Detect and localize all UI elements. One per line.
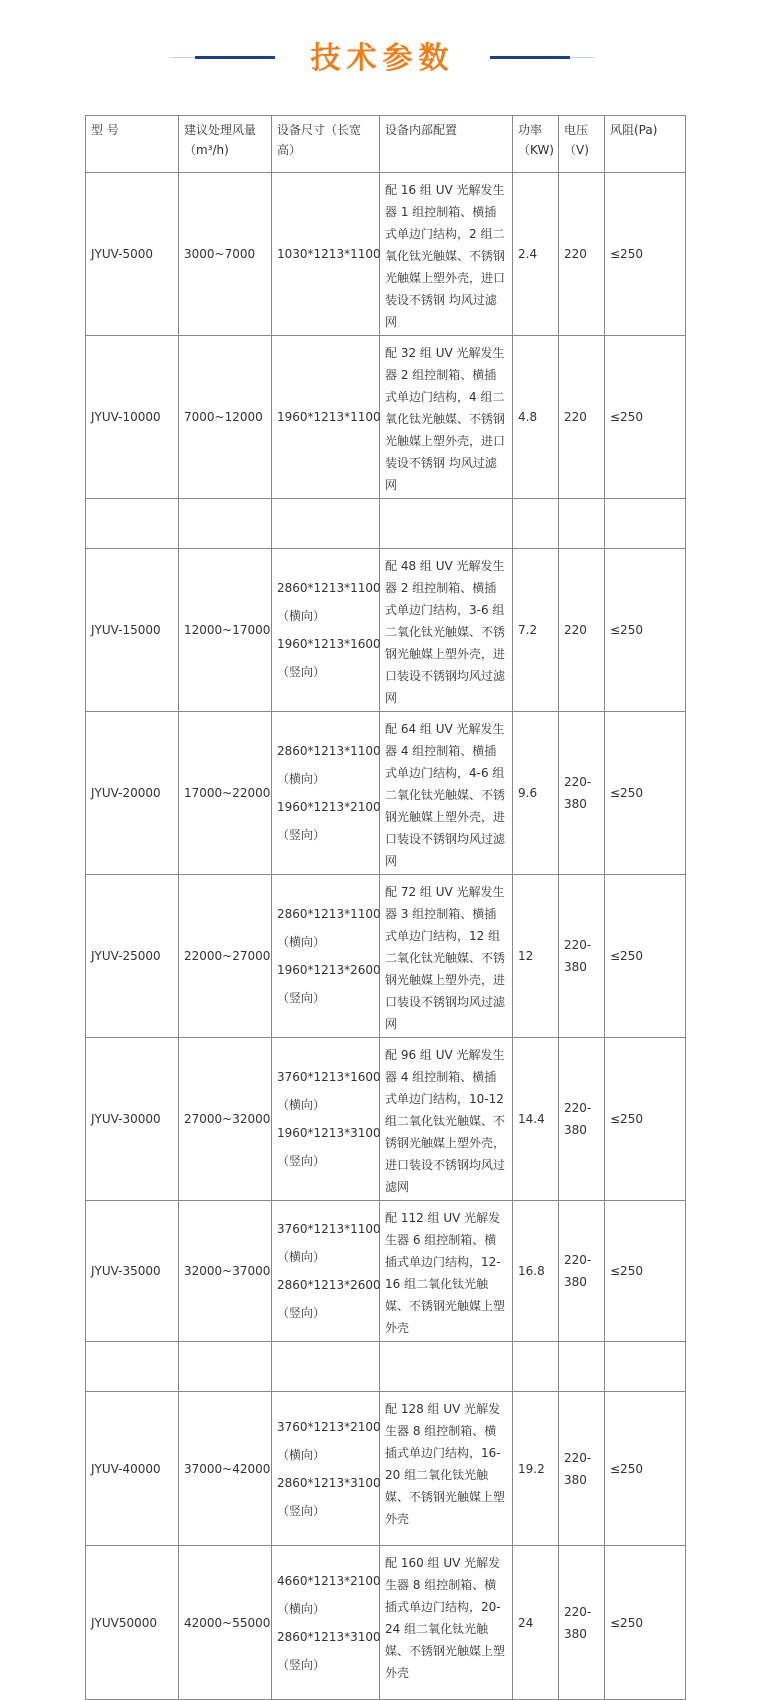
- table-row: [86, 1038, 686, 1201]
- cell-size: [272, 875, 380, 1038]
- spacer-cell: [86, 1342, 179, 1392]
- size-line: （横向）: [277, 1098, 326, 1112]
- cell-model: JYUV-20000: [86, 712, 179, 875]
- cell-model: JYUV-30000: [86, 1038, 179, 1201]
- cell-model: JYUV-35000: [86, 1201, 179, 1342]
- cell-size: [272, 336, 380, 499]
- cell-model: JYUV-15000: [86, 549, 179, 712]
- size-line: 2860*1213*1100: [277, 744, 381, 758]
- cell-airflow: 27000~32000: [179, 1038, 272, 1201]
- cell-model: JYUV-10000: [86, 336, 179, 499]
- cell-voltage: 220: [559, 549, 605, 712]
- table-row: [86, 1546, 686, 1700]
- size-line: 2860*1213*1100: [277, 907, 381, 921]
- cell-config: 配 16 组 UV 光解发生器 1 组控制箱、横插式单边门结构，2 组二氧化钛光触媒、不锈钢光触媒上塑外壳，进口装设不锈钢 均风过滤网: [380, 173, 513, 336]
- cell-airflow: 3000~7000: [179, 173, 272, 336]
- cell-power: 19.2: [513, 1392, 559, 1546]
- cell-resistance: ≤250: [605, 336, 686, 499]
- cell-power: 12: [513, 875, 559, 1038]
- spacer-cell: [513, 1342, 559, 1392]
- cell-power: 16.8: [513, 1201, 559, 1342]
- size-line: （竖向）: [277, 1503, 326, 1518]
- cell-voltage: 220-380: [559, 1546, 605, 1700]
- size-line: 1960*1213*1100: [277, 410, 381, 424]
- cell-size: [272, 1392, 380, 1546]
- size-line: 1960*1213*3100: [277, 1126, 381, 1140]
- table-row: [86, 712, 686, 875]
- cell-airflow: 17000~22000: [179, 712, 272, 875]
- cell-model: JYUV50000: [86, 1546, 179, 1700]
- cell-voltage: 220-380: [559, 1392, 605, 1546]
- size-line: 2860*1213*1100: [277, 581, 381, 595]
- size-line: （竖向）: [277, 1657, 326, 1672]
- table-row: [86, 336, 686, 499]
- spacer-cell: [605, 1342, 686, 1392]
- size-line: （竖向）: [277, 828, 326, 842]
- cell-resistance: ≤250: [605, 875, 686, 1038]
- cell-model: JYUV-25000: [86, 875, 179, 1038]
- spacer-cell: [179, 499, 272, 549]
- header-airflow: 建议处理风量（m³/h): [179, 116, 272, 173]
- cell-power: 9.6: [513, 712, 559, 875]
- cell-resistance: ≤250: [605, 173, 686, 336]
- cell-model: JYUV-5000: [86, 173, 179, 336]
- cell-airflow: 32000~37000: [179, 1201, 272, 1342]
- cell-size: [272, 173, 380, 336]
- table-row: [86, 173, 686, 336]
- table-body: [86, 173, 686, 1700]
- table-spacer-row: [86, 1342, 686, 1392]
- cell-config: 配 112 组 UV 光解发生器 6 组控制箱、横插式单边门结构，12-16 组二氧化钛光触媒、不锈钢光触媒上塑外壳: [380, 1201, 513, 1342]
- cell-config: 配 64 组 UV 光解发生器 4 组控制箱、横插式单边门结构，4-6 组二氧化钛光触媒、不锈钢光触媒上塑外壳，进口装设不锈钢均风过滤网: [380, 712, 513, 875]
- title-decoration-right: [490, 56, 570, 59]
- size-line: 4660*1213*2100: [277, 1573, 381, 1588]
- spacer-cell: [513, 499, 559, 549]
- size-line: 1030*1213*1100: [277, 247, 381, 261]
- cell-airflow: 42000~55000: [179, 1546, 272, 1700]
- header-resistance: 风阻(Pa): [605, 116, 686, 173]
- cell-voltage: 220-380: [559, 875, 605, 1038]
- cell-resistance: ≤250: [605, 1392, 686, 1546]
- cell-voltage: 220: [559, 336, 605, 499]
- cell-model: JYUV-40000: [86, 1392, 179, 1546]
- cell-airflow: 12000~17000: [179, 549, 272, 712]
- cell-size: [272, 1038, 380, 1201]
- cell-resistance: ≤250: [605, 549, 686, 712]
- table-spacer-row: [86, 499, 686, 549]
- spacer-cell: [179, 1342, 272, 1392]
- cell-airflow: 37000~42000: [179, 1392, 272, 1546]
- cell-config: 配 128 组 UV 光解发生器 8 组控制箱、横插式单边门结构，16-20 组二氧化钛光触媒、不锈钢光触媒上塑外壳: [380, 1392, 513, 1546]
- size-line: 3760*1213*1600: [277, 1070, 381, 1084]
- size-line: （横向）: [277, 1447, 326, 1462]
- cell-voltage: 220-380: [559, 1038, 605, 1201]
- size-line: 3760*1213*2100: [277, 1419, 381, 1434]
- spacer-cell: [380, 1342, 513, 1392]
- spacer-cell: [559, 1342, 605, 1392]
- size-line: （竖向）: [277, 1306, 326, 1320]
- table-row: [86, 875, 686, 1038]
- cell-airflow: 22000~27000: [179, 875, 272, 1038]
- table-row: [86, 1201, 686, 1342]
- header-size: 设备尺寸（长宽高）: [272, 116, 380, 173]
- cell-size: [272, 1201, 380, 1342]
- cell-resistance: ≤250: [605, 1038, 686, 1201]
- page-title: 技术参数: [310, 41, 455, 76]
- size-line: （竖向）: [277, 1154, 326, 1168]
- cell-power: 14.4: [513, 1038, 559, 1201]
- cell-resistance: ≤250: [605, 1546, 686, 1700]
- header-voltage: 电压（V): [559, 116, 605, 173]
- cell-size: [272, 1546, 380, 1700]
- size-line: 1960*1213*1600: [277, 637, 381, 651]
- cell-power: 4.8: [513, 336, 559, 499]
- table-header-row: [86, 116, 686, 173]
- size-line: 2860*1213*3100: [277, 1629, 381, 1644]
- cell-airflow: 7000~12000: [179, 336, 272, 499]
- spacer-cell: [272, 1342, 380, 1392]
- size-line: 1960*1213*2100: [277, 800, 381, 814]
- title-bar: [0, 0, 765, 110]
- spec-table: [85, 115, 686, 1700]
- size-line: （横向）: [277, 1601, 326, 1616]
- spacer-cell: [559, 499, 605, 549]
- size-line: （横向）: [277, 609, 326, 623]
- cell-size: [272, 549, 380, 712]
- size-line: （横向）: [277, 772, 326, 786]
- cell-power: 2.4: [513, 173, 559, 336]
- cell-config: 配 48 组 UV 光解发生器 2 组控制箱、横插式单边门结构，3-6 组二氧化钛光触媒、不锈钢光触媒上塑外壳，进口装设不锈钢均风过滤网: [380, 549, 513, 712]
- size-line: （竖向）: [277, 991, 326, 1005]
- header-config: 设备内部配置: [380, 116, 513, 173]
- cell-resistance: ≤250: [605, 1201, 686, 1342]
- cell-size: [272, 712, 380, 875]
- cell-power: 24: [513, 1546, 559, 1700]
- cell-voltage: 220: [559, 173, 605, 336]
- spacer-cell: [605, 499, 686, 549]
- cell-config: 配 96 组 UV 光解发生器 4 组控制箱、横插式单边门结构，10-12 组二氧化钛光触媒、不锈钢光触媒上塑外壳，进口装设不锈钢均风过滤网: [380, 1038, 513, 1201]
- size-line: （横向）: [277, 935, 326, 949]
- cell-resistance: ≤250: [605, 712, 686, 875]
- cell-voltage: 220-380: [559, 1201, 605, 1342]
- cell-voltage: 220-380: [559, 712, 605, 875]
- spacer-cell: [272, 499, 380, 549]
- size-line: 2860*1213*2600: [277, 1278, 381, 1292]
- table-row: [86, 549, 686, 712]
- cell-config: 配 160 组 UV 光解发生器 8 组控制箱、横插式单边门结构，20-24 组二氧化钛光触媒、不锈钢光触媒上塑外壳: [380, 1546, 513, 1700]
- size-line: （竖向）: [277, 665, 326, 679]
- size-line: 2860*1213*3100: [277, 1475, 381, 1490]
- cell-config: 配 72 组 UV 光解发生器 3 组控制箱、横插式单边门结构，12 组二氧化钛光触媒、不锈钢光触媒上塑外壳，进口装设不锈钢均风过滤网: [380, 875, 513, 1038]
- header-model: 型 号: [86, 116, 179, 173]
- cell-config: 配 32 组 UV 光解发生器 2 组控制箱、横插式单边门结构，4 组二氧化钛光触媒、不锈钢光触媒上塑外壳，进口装设不锈钢 均风过滤网: [380, 336, 513, 499]
- size-line: 3760*1213*1100: [277, 1222, 381, 1236]
- size-line: 1960*1213*2600: [277, 963, 381, 977]
- spacer-cell: [86, 499, 179, 549]
- size-line: （横向）: [277, 1250, 326, 1264]
- header-power: 功率（KW): [513, 116, 559, 173]
- cell-power: 7.2: [513, 549, 559, 712]
- spacer-cell: [380, 499, 513, 549]
- table-row: [86, 1392, 686, 1546]
